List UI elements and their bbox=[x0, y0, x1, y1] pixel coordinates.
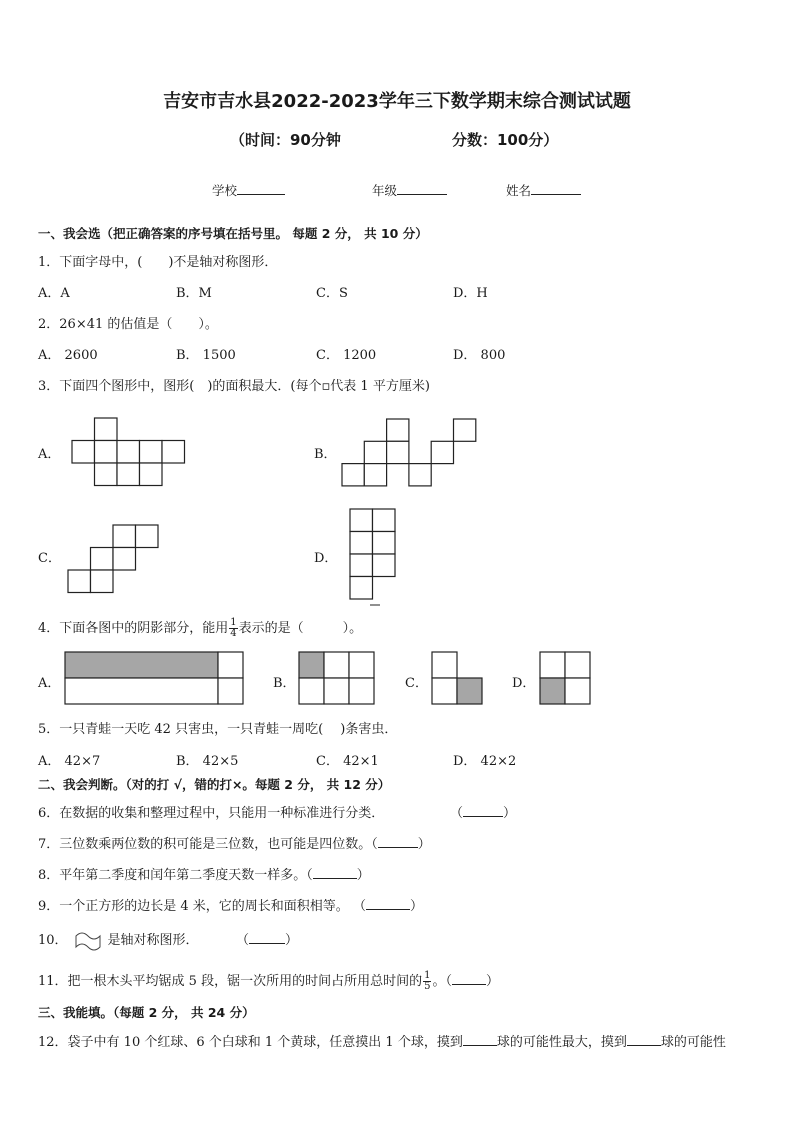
q6-blank[interactable] bbox=[463, 816, 503, 817]
q5-option-c[interactable]: C． 42×1 bbox=[316, 754, 379, 769]
q4-figure-b bbox=[299, 652, 374, 704]
q6-text: 6．在数据的收集和整理过程中，只能用一种标准进行分类． bbox=[38, 806, 385, 821]
q1-option-d[interactable]: D．H bbox=[453, 286, 488, 301]
grade-label: 年级 bbox=[372, 183, 398, 198]
q3-figure-a bbox=[72, 418, 184, 486]
q7-text-body: 7．三位数乘两位数的积可能是三位数，也可能是四位数。（ bbox=[38, 837, 378, 852]
q1-option-b[interactable]: B．M bbox=[176, 286, 212, 301]
q9-text-body: 9．一个正方形的边长是 4 米，它的周长和面积相等。 （ bbox=[38, 899, 366, 914]
q5-option-d[interactable]: D． 42×2 bbox=[453, 754, 517, 769]
name-blank[interactable] bbox=[531, 194, 581, 195]
q8-paren-close: ） bbox=[356, 868, 370, 883]
q4-text bbox=[38, 617, 362, 639]
q11-text-after: 。（ bbox=[432, 974, 452, 989]
q11-paren-close: ） bbox=[485, 974, 499, 989]
q12-text-mid: 球的可能性最大，摸到 bbox=[496, 1035, 627, 1050]
q7-text bbox=[38, 833, 431, 852]
q12-text bbox=[38, 1031, 726, 1050]
q9-text bbox=[38, 895, 423, 914]
q2-option-a[interactable]: A． 2600 bbox=[38, 348, 98, 363]
q7-paren-close: ） bbox=[417, 837, 431, 852]
q10-answer bbox=[236, 929, 298, 948]
q6-paren-close: ） bbox=[503, 806, 517, 821]
q1-option-c[interactable]: C．S bbox=[316, 286, 348, 301]
q2-option-b[interactable]: B． 1500 bbox=[176, 348, 236, 363]
q9-blank[interactable] bbox=[366, 909, 410, 910]
q12-text-before: 12．袋子中有 10 个红球、6 个白球和 1 个黄球，任意摸出 1 个球，摸到 bbox=[38, 1035, 463, 1050]
q4-figure-c bbox=[432, 652, 482, 704]
q4-frac-num: 1 bbox=[230, 617, 237, 628]
q11-text-before: 11．把一根木头平均锯成 5 段，锯一次所用的时间占所用总时间的 bbox=[38, 974, 423, 989]
q10-paren-close: ） bbox=[285, 933, 299, 948]
q11-frac-num: 1 bbox=[424, 970, 431, 981]
name-field bbox=[506, 181, 581, 199]
q1-text: 1．下面字母中，( )不是轴对称图形． bbox=[38, 255, 278, 270]
school-field bbox=[212, 181, 285, 199]
q6-answer bbox=[450, 802, 516, 821]
q2-option-d[interactable]: D． 800 bbox=[453, 348, 506, 363]
q8-blank[interactable] bbox=[313, 878, 357, 879]
q3-figure-d bbox=[350, 509, 396, 605]
grade-blank[interactable] bbox=[397, 194, 447, 195]
q4-frac-den: 4 bbox=[230, 628, 237, 639]
q12-blank-2[interactable] bbox=[627, 1045, 661, 1046]
q1-option-a[interactable]: A．A bbox=[38, 286, 70, 301]
name-label: 姓名 bbox=[506, 183, 532, 198]
time-label: （时间：90分钟 bbox=[230, 131, 341, 149]
q3-label-b[interactable]: B． bbox=[314, 447, 337, 462]
q4-label-b[interactable]: B． bbox=[273, 676, 296, 691]
q12-text-after: 球的可能性 bbox=[660, 1035, 726, 1050]
q5-text: 5．一只青蛙一天吃 42 只害虫，一只青蛙一周吃( )条害虫． bbox=[38, 722, 398, 737]
q4-figure-d bbox=[540, 652, 590, 704]
q7-blank[interactable] bbox=[378, 847, 418, 848]
q4-label-d[interactable]: D． bbox=[512, 676, 536, 691]
grade-field bbox=[372, 181, 447, 199]
q6-paren-open: （ bbox=[450, 806, 464, 821]
school-blank[interactable] bbox=[237, 194, 285, 195]
q4-text-before: 4．下面各图中的阴影部分，能用 bbox=[38, 621, 229, 636]
q3-text: 3．下面四个图形中，图形( )的面积最大．(每个▫代表 1 平方厘米) bbox=[38, 379, 430, 394]
page-title: 吉安市吉水县2022-2023学年三下数学期末综合测试试题 bbox=[163, 91, 631, 112]
q10-text bbox=[38, 929, 199, 951]
q9-paren-close: ） bbox=[409, 899, 423, 914]
q2-text: 2．26×41 的估值是（ ）。 bbox=[38, 317, 218, 332]
q3-figure-b bbox=[342, 419, 476, 487]
section1-header: 一、我会选（把正确答案的序号填在括号里。 每题 2 分， 共 10 分） bbox=[38, 226, 428, 241]
q10-blank[interactable] bbox=[249, 943, 285, 944]
score-label: 分数：100分） bbox=[452, 131, 559, 149]
q10-number: 10． bbox=[38, 933, 68, 948]
q10-text-body: 是轴对称图形． bbox=[107, 933, 199, 948]
q4-text-after: 表示的是（ ）。 bbox=[238, 621, 363, 636]
q5-option-b[interactable]: B． 42×5 bbox=[176, 754, 239, 769]
q11-frac-den: 5 bbox=[424, 981, 431, 992]
q3-figure-c bbox=[68, 525, 158, 593]
wave-shape-icon bbox=[74, 931, 102, 951]
section3-header: 三、我能填。（每题 2 分， 共 24 分） bbox=[38, 1005, 255, 1020]
q3-label-d[interactable]: D． bbox=[314, 551, 338, 566]
q4-label-a[interactable]: A． bbox=[38, 676, 61, 691]
q5-option-a[interactable]: A． 42×7 bbox=[38, 754, 101, 769]
q3-label-c[interactable]: C． bbox=[38, 551, 61, 566]
q8-text bbox=[38, 864, 370, 883]
q4-label-c[interactable]: C． bbox=[405, 676, 428, 691]
q12-blank-1[interactable] bbox=[463, 1045, 497, 1046]
school-label: 学校 bbox=[212, 183, 238, 198]
q10-paren-open: （ bbox=[236, 933, 250, 948]
q11-fraction bbox=[423, 971, 431, 992]
section2-header: 二、我会判断。（对的打 √，错的打×。每题 2 分， 共 12 分） bbox=[38, 777, 391, 792]
q11-text bbox=[38, 970, 499, 992]
q4-fraction bbox=[229, 618, 237, 639]
q11-blank[interactable] bbox=[452, 984, 486, 985]
q4-figure-a bbox=[65, 652, 243, 704]
q8-text-body: 8．平年第二季度和闰年第二季度天数一样多。（ bbox=[38, 868, 313, 883]
q2-option-c[interactable]: C． 1200 bbox=[316, 348, 377, 363]
q3-label-a[interactable]: A． bbox=[38, 447, 61, 462]
